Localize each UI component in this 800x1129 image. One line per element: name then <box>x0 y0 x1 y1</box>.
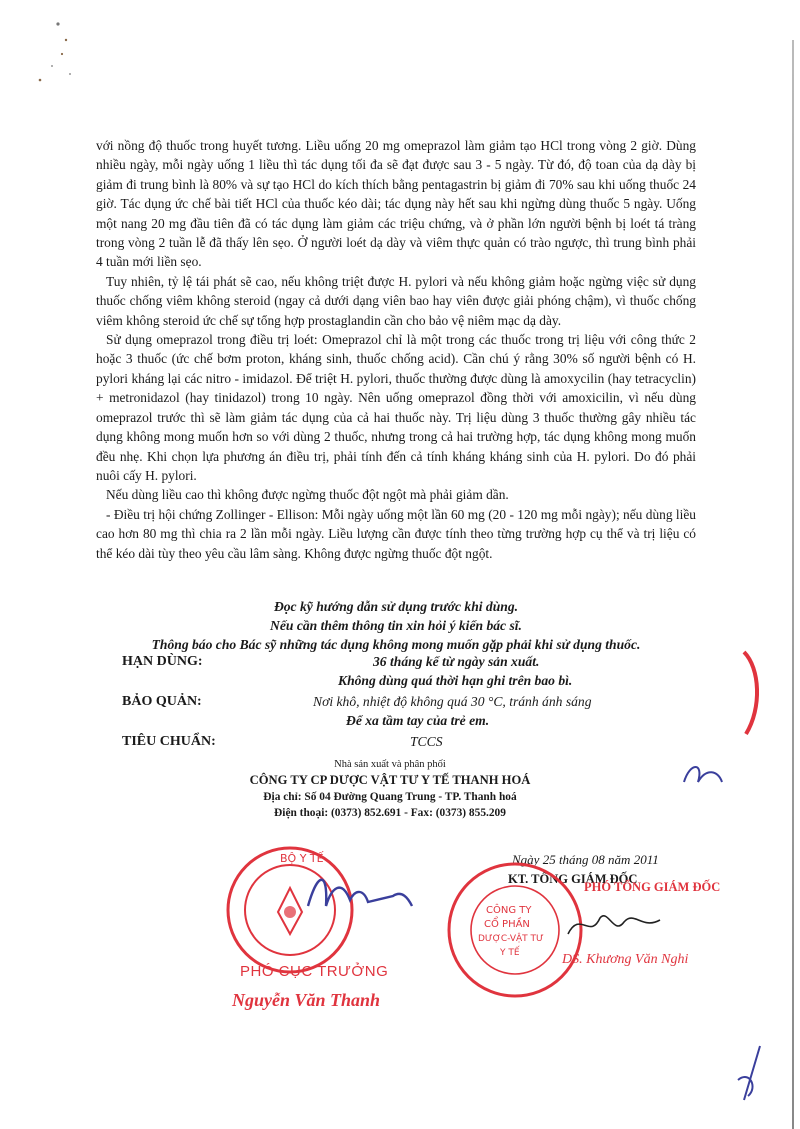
body-text <box>96 136 696 563</box>
expiry-note: Không dùng quá thời hạn ghi trên bao bì. <box>338 673 573 688</box>
scan-specks <box>14 18 94 108</box>
warning-ask-doctor: Nếu cần thêm thông tin xin hỏi ý kiến bác sĩ. <box>270 618 522 633</box>
expiry-value: 36 tháng kể từ ngày sản xuất. <box>373 654 540 669</box>
signature-date: Ngày 25 tháng 08 năm 2011 <box>512 852 659 867</box>
warning-read-instructions: Đọc kỹ hướng dẫn sử dụng trước khi dùng. <box>273 599 519 614</box>
standard-value: TCCS <box>410 734 443 749</box>
deputy-title: PHÓ TỔNG GIÁM ĐỐC <box>584 880 721 894</box>
right-signature <box>560 900 670 950</box>
svg-text:CÔNG TY: CÔNG TY <box>486 905 532 916</box>
initials-mark <box>678 752 728 796</box>
storage-value: Nơi khô, nhiệt độ không quá 30 °C, tránh ánh sáng <box>313 694 592 709</box>
corner-initials <box>730 1040 770 1110</box>
left-signature <box>298 866 418 926</box>
paragraph-pharmacodynamics: với nồng độ thuốc trong huyết tương. Liều uống 20 mg omeprazol làm giảm tạo HCl trong vòng 2 giờ. Dùng nhiều ngày, mỗi ngày uống 1 liều thì tác dụng tối đa sẽ đạt được sau 3 - 5 ngày. Từ đó, độ toan của dạ dày bị giảm đi trung bình là 80% và sự tạo HCl do kích thích bằng pentagastrin bị giảm đi 70% sau khi uống thuốc 24 giờ. Tác dụng ức chế bài tiết HCl của thuốc kéo dài; tác dụng này hết sau khi ngừng dùng thuốc 5 ngày. Uống một nang 20 mg đầu tiên đã có tác dụng làm giảm các triệu chứng, và ở phần lớn người bệnh bị loét tá tràng trong vòng 2 tuần lễ đã thấy lên sẹo. Ở người loét dạ dày và viêm thực quản có trào ngược, thì trung bình phải 4 tuần mới liền sẹo. <box>96 138 696 270</box>
svg-text:DƯỢC-VẬT TƯ: DƯỢC-VẬT TƯ <box>478 934 544 944</box>
left-name: Nguyễn Văn Thanh <box>232 990 381 1010</box>
company-phone: Điện thoại: (0373) 852.691 - Fax: (0373) 855.209 <box>274 807 506 819</box>
left-title: PHÓ CỤC TRƯỞNG <box>240 963 389 980</box>
scan-edge <box>792 40 794 1129</box>
director-title: KT. TỔNG GIÁM ĐỐC <box>508 872 638 886</box>
company-name: CÔNG TY CP DƯỢC VẬT TƯ Y TẾ THANH HOÁ <box>249 773 531 787</box>
expiry-label: HẠN DÙNG: <box>122 654 203 669</box>
paragraph-zollinger-ellison: - Điều trị hội chứng Zollinger - Ellison: Mỗi ngày uống một lần 60 mg (20 - 120 mg mỗi ngày); nếu dùng liều cao hơn 80 mg thì chia ra 2 lần mỗi ngày. Liều lượng cần được tính theo từng trường hợp cụ thể và trị liệu có thể kéo dài tùy theo yêu cầu lâm sàng. Không được ngừng thuốc đột ngột. <box>96 506 696 561</box>
svg-text:BỘ Y TẾ: BỘ Y TẾ <box>280 852 324 865</box>
company-block <box>200 757 580 821</box>
warning-report-side-effects: Thông báo cho Bác sỹ những tác dụng không mong muốn gặp phải khi sử dụng thuốc. <box>151 637 641 652</box>
standard-label: TIÊU CHUẨN: <box>122 734 216 749</box>
storage-note: Để xa tầm tay của trẻ em. <box>346 713 490 728</box>
paragraph-ulcer-treatment: Sử dụng omeprazol trong điều trị loét: Omeprazol chỉ là một trong các thuốc trong trị liệu với công thức 2 hoặc 3 thuốc (ức chế bơm proton, kháng sinh, thuốc chống acid). Cần chú ý rằng 30% số người bệnh có H. pylori kháng lại các nitro - imidazol. Để triệt H. pylori, thuốc thường được dùng là amoxycilin (hay tetracyclin) + metronidazol (hay tinidazol) trong 10 ngày. Nên uống omeprazol đồng thời với amoxicilin, vì nếu dùng omeprazol trước thì sẽ làm giảm tác dụng của cả hai thuốc này. Trị liệu dùng 3 thuốc thường gây nhiều tác dụng không mong muốn hơn so với dùng 2 thuốc, nhưng trong cả hai trường hợp, tác dụng không mong muốn đều nhẹ. Khi chọn lựa phương án điều trị, phải tính đến cả tính kháng kháng sinh của H. pylori. Do đó phải nuôi cấy H. pylori. <box>96 332 696 483</box>
deputy-name: DS. Khương Văn Nghi <box>562 952 689 967</box>
company-intro: Nhà sản xuất và phân phối <box>334 759 446 770</box>
company-address: Địa chỉ: Số 04 Đường Quang Trung - TP. Thanh hoá <box>263 791 517 803</box>
paragraph-relapse: Tuy nhiên, tỷ lệ tái phát sẽ cao, nếu không triệt được H. pylori và nếu không giảm hoặc ngừng việc sử dụng thuốc chống viêm không steroid (ngay cả dưới dạng viên bao hay viên được giải phóng chậm), vì thuốc chống viêm không steroid ức chế sự tổng hợp prostaglandin cần cho bảo vệ niêm mạc dạ dày. <box>96 273 696 328</box>
paragraph-high-dose: Nếu dùng liều cao thì không được ngừng thuốc đột ngột mà phải giảm dần. <box>106 487 509 503</box>
edge-red-mark <box>740 648 764 738</box>
svg-text:Y TẾ: Y TẾ <box>500 948 520 958</box>
storage-label: BẢO QUẢN: <box>122 694 202 709</box>
svg-text:CỔ PHẦN: CỔ PHẦN <box>484 919 530 930</box>
